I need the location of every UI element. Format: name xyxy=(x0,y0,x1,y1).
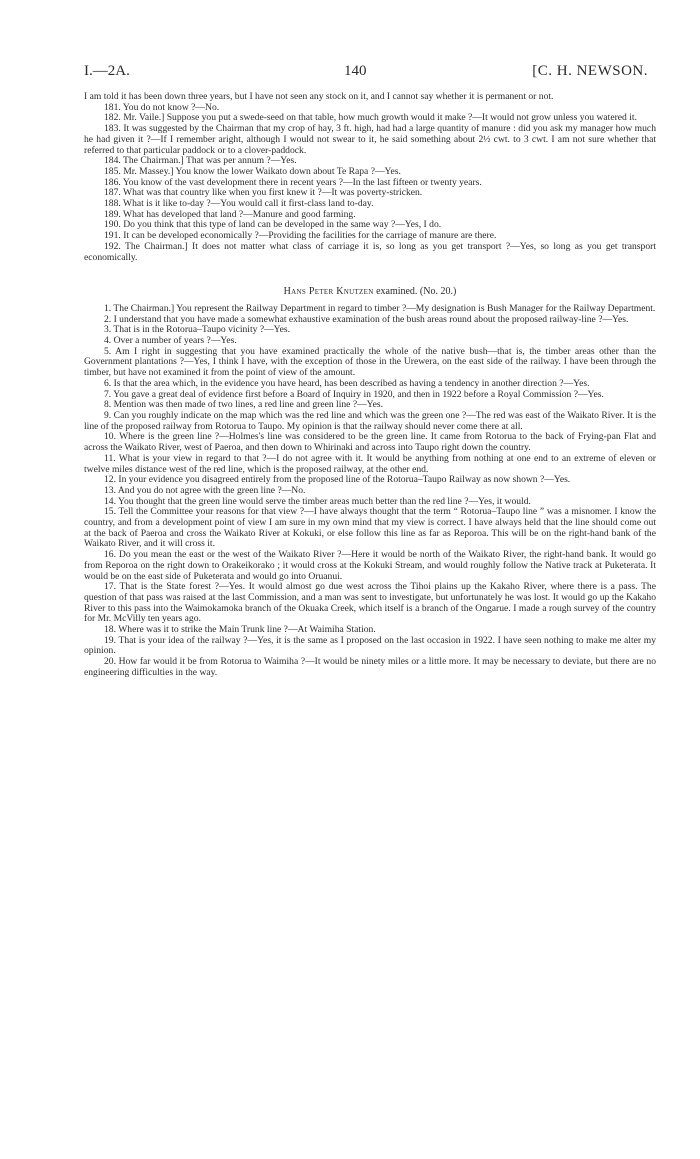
paragraph: 182. Mr. Vaile.] Suppose you put a swede-seed on that table, how much growth would it make ?—It would not grow unless you watered it. xyxy=(104,112,637,124)
paragraph: 17. That is the State forest ?—Yes. It would almost go due west across the Tihoi plains up the Kakaho River, where there is a pass. The question of that pass was raised at the last Commission, and a man was sent to investigate, but unfortunately he was lost. It would go up the Kakaho River to this pass into the Waimokamoka branch of the Okuaka Creek, which itself is a branch of the Ongarue. I made a rough survey of the country for Mr. McVilly ten years ago. xyxy=(84,581,656,625)
paragraph: 185. Mr. Massey.] You know the lower Waikato down about Te Rapa ?—Yes. xyxy=(104,165,401,177)
paragraph: 187. What was that country like when you first knew it ?—It was poverty-stricken. xyxy=(104,187,423,199)
paragraph: 183. It was suggested by the Chairman that my crop of hay, 3 ft. high, had had a large quantity of manure : did you ask my manager how much he had given it ?—If I remember aright, although I would not swear to it, he said something about 2½ cwt. to 3 cwt. I am not sure whether that referred to that particular paddock or to a clover-paddock. xyxy=(84,123,656,156)
paragraph: 186. You know of the vast development there in recent years ?—In the last fifteen or twenty years. xyxy=(104,176,482,188)
witness-heading-name: Hans Peter Knutzen xyxy=(283,286,374,298)
paragraph: 2. I understand that you have made a somewhat exhaustive examination of the bush areas round about the proposed railway-line ?—Yes. xyxy=(104,313,629,325)
paragraph: 184. The Chairman.] That was per annum ?—Yes. xyxy=(104,155,297,167)
document-code: I.—2A. xyxy=(84,63,130,79)
paragraph: 15. Tell the Committee your reasons for that view ?—I have always thought that the term “ Rotorua–Taupo line ” was a misnomer. I know the country, and from a development point of view I am sure in my own mind that my view is correct. I have always held that the line should come out at the back of Paeroa and cross the Waikato River at Kokuki, or else follow this line as far as Reporoa. This will be on the right-hand bank of the Waikato River, and it will cross it. xyxy=(84,506,656,550)
paragraph: 181. You do not know ?—No. xyxy=(104,101,220,113)
paragraph: 16. Do you mean the east or the west of the Waikato River ?—Here it would be north of the Waikato River, the right-hand bank. It would go from Reporoa on the right down to Orakeikorako ; it would cross at the Kokuki Stream, and would roughly follow the Native track at Puketerata. It would be on the east side of Puketerata and would go into Oruanui. xyxy=(84,549,656,582)
witness-heading-rest: examined. (No. 20.) xyxy=(373,286,457,298)
paragraph: 9. Can you roughly indicate on the map which was the red line and which was the green one ?—The red was east of the Waikato River. It is the line of the proposed railway from Rotorua to Taupo. My opinion is that the railway should never come there at all. xyxy=(84,409,656,432)
paragraph: 19. That is your idea of the railway ?—Yes, it is the same as I proposed on the last occasion in 1922. I have seen nothing to make me alter my opinion. xyxy=(84,634,656,657)
paragraph: 8. Mention was then made of two lines, a red line and green line ?—Yes. xyxy=(104,399,384,411)
paragraph: 20. How far would it be from Rotorua to Waimiha ?—It would be ninety miles or a little more. It may be necessary to deviate, but there are no engineering difficulties in the way. xyxy=(84,656,656,678)
page-number: 140 xyxy=(344,63,367,79)
paragraph: 10. Where is the green line ?—Holmes's line was considered to be the green line. It came from Rotorua to the back of Frying-pan Flat and across the Waikato River, west of Paeroa, and then down to Whirinaki and across into Taupo right down the country. xyxy=(84,431,656,454)
paragraph: 192. The Chairman.] It does not matter what class of carriage it is, so long as you get transport ?—Yes, so long as you get transport economically. xyxy=(84,240,656,263)
paragraph: 6. Is that the area which, in the evidence you have heard, has been described as having a tendency in another direction ?—Yes. xyxy=(104,377,590,389)
paragraph: 18. Where was it to strike the Main Trunk line ?—At Waimiha Station. xyxy=(104,624,376,636)
paragraph: I am told it has been down three years, but I have not seen any stock on it, and I cannot say whether it is permanent or not. xyxy=(84,91,554,102)
section-heading xyxy=(84,287,656,298)
paragraph: 13. And you do not agree with the green line ?—No. xyxy=(104,484,306,496)
paragraph: 3. That is in the Rotorua–Taupo vicinity ?—Yes. xyxy=(104,324,291,336)
paragraph: 11. What is your view in regard to that ?—I do not agree with it. It would be anything from nothing at one end to an extreme of eleven or twelve miles distance west of the red line, which is the proposed railway, at the other end. xyxy=(84,452,656,475)
paragraph: 190. Do you think that this type of land can be developed in the same way ?—Yes, I do. xyxy=(104,219,442,231)
paragraph: 1. The Chairman.] You represent the Railway Department in regard to timber ?—My designation is Bush Manager for the Railway Department. xyxy=(104,302,656,314)
evidence-continued xyxy=(84,92,656,263)
paragraph: 188. What is it like to-day ?—You would call it first-class land to-day. xyxy=(104,198,374,210)
page-header xyxy=(84,63,656,92)
paragraph: 12. In your evidence you disagreed entirely from the proposed line of the Rotorua–Taupo Railway as now shown ?—Yes. xyxy=(104,474,571,486)
paragraph: 191. It can be developed economically ?—Providing the facilities for the carriage of manure are there. xyxy=(104,230,497,242)
evidence-knutzen xyxy=(84,304,656,679)
paragraph: 4. Over a number of years ?—Yes. xyxy=(104,335,237,347)
paragraph: 189. What has developed that land ?—Manure and good farming. xyxy=(104,208,356,220)
paragraph: 14. You thought that the green line would serve the timber areas much better than the red line ?—Yes, it would. xyxy=(104,495,531,507)
paragraph: 7. You gave a great deal of evidence first before a Board of Inquiry in 1920, and then in 1922 before a Royal Commission ?—Yes. xyxy=(104,388,604,400)
witness-name: [C. H. NEWSON. xyxy=(532,63,648,79)
paragraph: 5. Am I right in suggesting that you have examined practically the whole of the native bush—that is, the timber areas other than the Government plantations ?—Yes, I think I have, with the exception of those in the Urewera, on the east side of the railway. I have been through the timber, but have not examined it from the point of view of the amount. xyxy=(84,345,656,379)
